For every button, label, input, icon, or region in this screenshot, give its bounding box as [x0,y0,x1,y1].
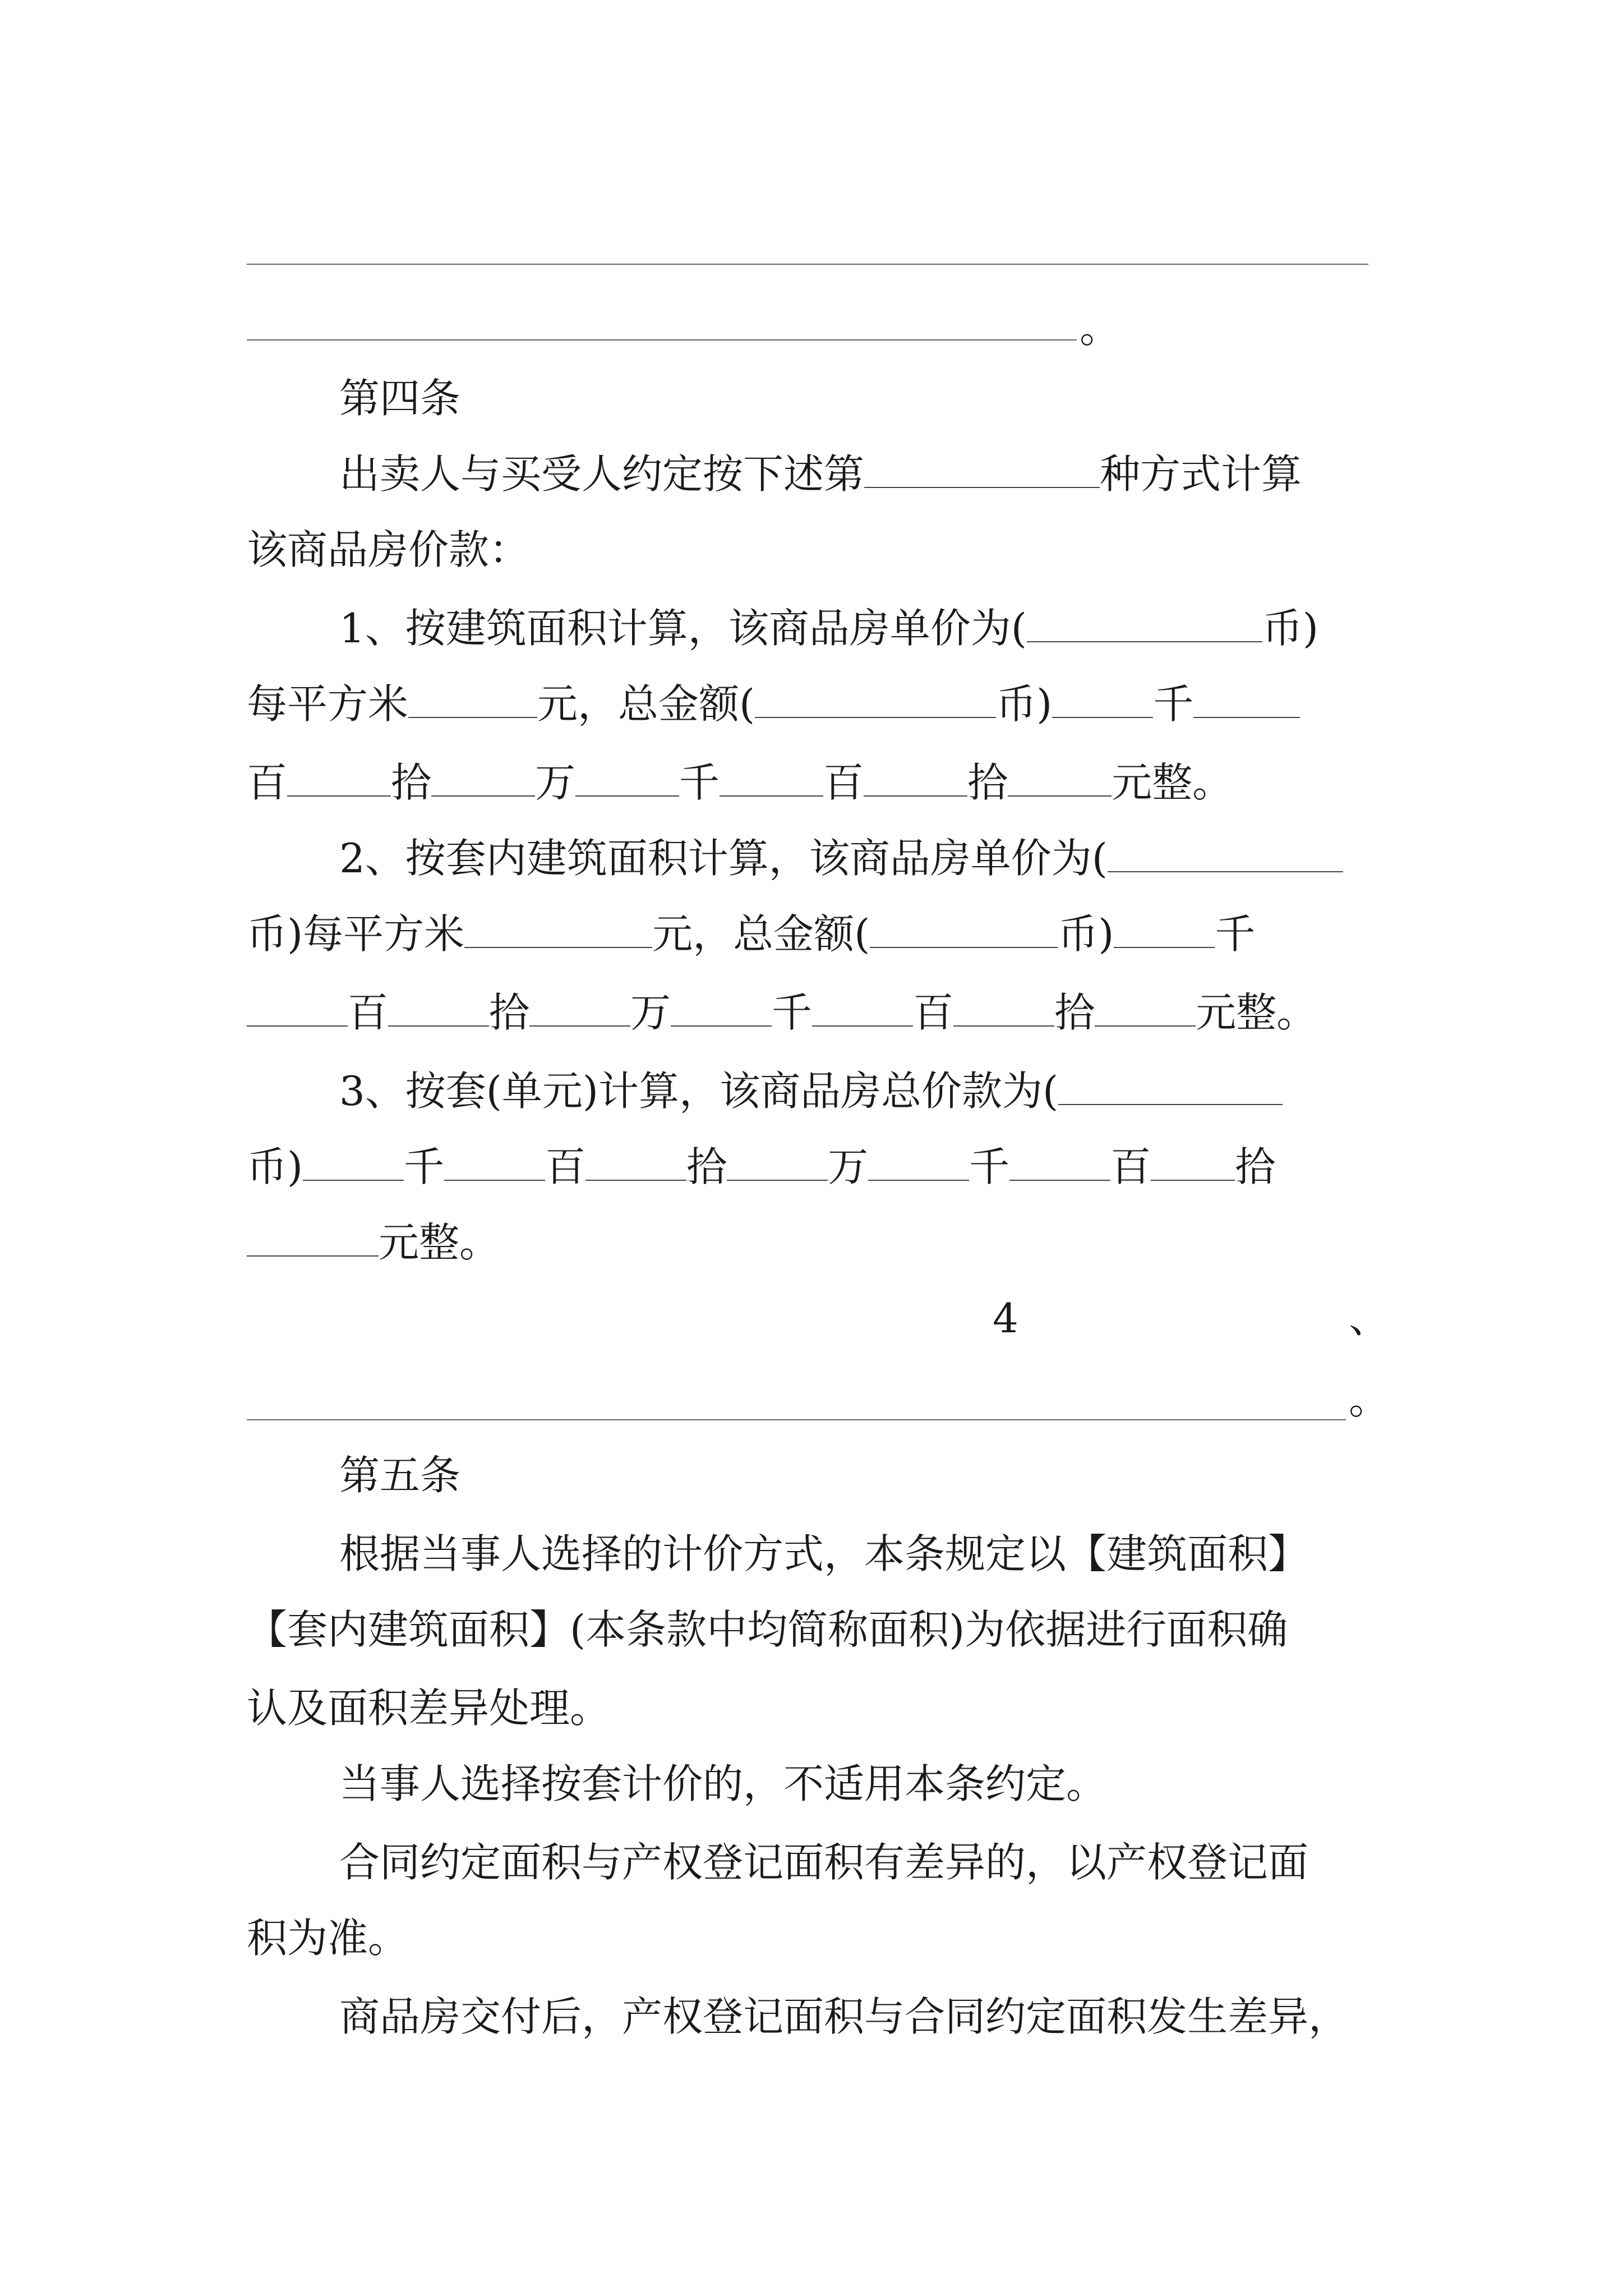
text: 千 [1215,910,1256,958]
text: 拾 [967,759,1008,806]
text: 元整。 [379,1219,500,1266]
blank-field [671,986,772,1027]
blank-field [303,1140,404,1181]
text: 千 [969,1143,1010,1190]
article-4-intro-line2: 该商品房价款： [247,526,530,573]
blank-field [1095,986,1196,1027]
blank-field [1114,908,1215,948]
blank-field [1151,1140,1235,1181]
text: 币) [1262,605,1318,652]
blank-field [1108,832,1343,872]
text: 拾 [489,989,530,1036]
text: 拾 [391,759,432,806]
blank-rule [247,339,1077,341]
blank-field [870,908,1058,948]
blank-field [585,1140,686,1181]
article-5-para2: 当事人选择按套计价的，不适用本条约定。 [339,1760,1107,1807]
blank-field [1193,678,1300,718]
text: 拾 [1235,1143,1276,1190]
text: 百 [1110,1143,1151,1190]
article-5-para3-line1: 合同约定面积与产权登记面积有差异的，以产权登记面 [339,1839,1309,1886]
blank-field [575,756,679,797]
text: 2、按套内建筑面积计算，该商品房单价为( [339,835,1108,882]
item-1-line3 [247,754,1233,811]
text: 出卖人与买受人约定按下述第 [339,450,865,498]
item-1-line1 [339,600,1318,656]
blank-field [864,448,1100,488]
blank-field [464,908,652,948]
text: 百 [247,759,288,806]
article-5-para4: 商品房交付后，产权登记面积与合同约定面积发生差异， [339,1993,1349,2040]
item-2-line1 [339,830,1343,886]
blank-field [444,1140,545,1181]
text: 币) [247,1143,303,1190]
text: 百 [348,989,389,1036]
article-5-heading: 第五条 [339,1452,461,1499]
full-stop: 。 [1080,305,1121,352]
blank-field [1008,756,1112,797]
item-4-separator: 、 [1349,1295,1390,1342]
blank-rule [247,264,1368,265]
article-5-para3-line2: 积为准。 [247,1915,409,1962]
blank-field [388,986,489,1027]
blank-field [868,1140,969,1181]
text: 币)每平方米 [247,910,465,958]
item-2-line3 [247,984,1317,1041]
text: 百 [823,759,864,806]
text: 拾 [686,1143,727,1190]
blank-field [720,756,823,797]
blank-rule [247,1419,1346,1420]
article-4-intro-line1 [339,446,1302,502]
text: 万 [630,989,671,1036]
blank-field [247,986,348,1027]
article-5-para1-line1: 根据当事人选择的计价方式，本条规定以【建筑面积】 [339,1530,1309,1577]
item-3-line2 [247,1139,1275,1195]
text: 千 [772,989,813,1036]
item-4-number: 4 [993,1295,1018,1342]
blank-field [529,986,630,1027]
text: 拾 [1054,989,1095,1036]
blank-field [727,1140,828,1181]
text: 3、按套(单元)计算，该商品房总价款为( [339,1068,1059,1115]
text: 千 [1153,680,1194,728]
item-2-line2 [247,906,1255,962]
text: 千 [404,1143,445,1190]
article-5-para1-line3: 认及面积差异处理。 [247,1685,611,1732]
blank-field [1009,1140,1110,1181]
blank-field [287,756,391,797]
text: 种方式计算 [1100,450,1302,498]
item-3-line1 [339,1063,1283,1119]
blank-field [1058,1065,1283,1105]
article-4-heading: 第四条 [339,375,461,422]
blank-field [431,756,535,797]
text: 元，总金额( [652,910,870,958]
text: 百 [913,989,954,1036]
text: 百 [545,1143,586,1190]
blank-field [812,986,913,1027]
blank-field [408,678,537,718]
text: 币) [996,680,1053,728]
article-5-para1-line2: 【套内建筑面积】(本条款中均简称面积)为依据进行面积确 [247,1606,1288,1653]
text: 元整。 [1112,759,1233,806]
text: 万 [828,1143,869,1190]
text: 万 [535,759,576,806]
blank-field [1027,602,1262,642]
item-3-line3 [247,1214,500,1271]
blank-field [755,678,996,718]
blank-field [1052,678,1153,718]
text: 千 [679,759,720,806]
text: 1、按建筑面积计算，该商品房单价为( [339,605,1027,652]
text: 元，总金额( [537,680,755,728]
text: 每平方米 [247,680,409,728]
blank-field [247,1216,379,1257]
text: 元整。 [1196,989,1317,1036]
item-1-line2 [247,676,1300,732]
text: 币) [1058,910,1114,958]
item-4-end: 。 [1349,1376,1390,1423]
blank-field [864,756,967,797]
blank-field [953,986,1054,1027]
